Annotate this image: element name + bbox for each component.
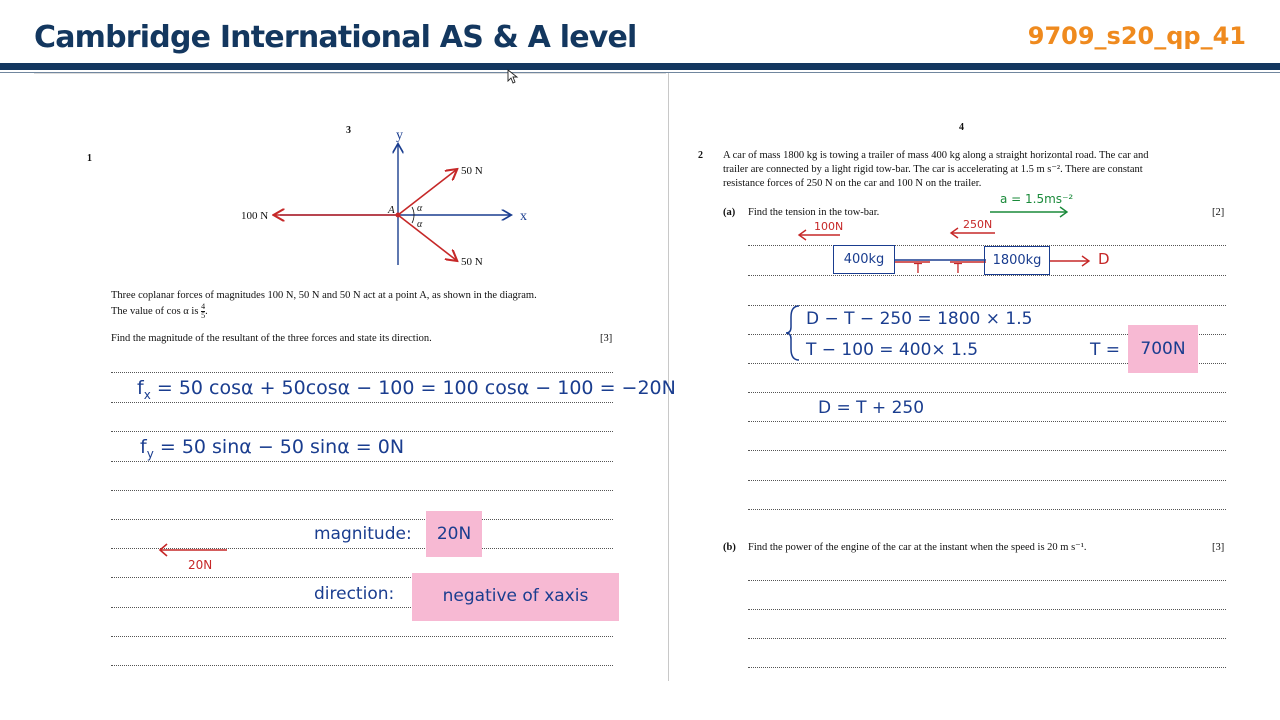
answer-line	[748, 580, 1226, 581]
answer-line	[748, 509, 1226, 510]
hw-driving-force: D	[1098, 250, 1110, 268]
hw-equation-1: D − T − 250 = 1800 × 1.5	[806, 309, 1033, 329]
label-alpha-bottom: α	[417, 219, 423, 230]
answer-line	[111, 402, 613, 403]
question-1-text: Three coplanar forces of magnitudes 100 N, 50 N and 50 N act at a point A, as shown in the diagram. The value of cos α is $\frac{4}{5}$ .	[111, 290, 537, 320]
hw-tension-label: T =	[1090, 340, 1121, 360]
label-alpha-top: α	[417, 203, 423, 214]
part-a-marks: [2]	[1212, 207, 1225, 218]
header-bar	[0, 63, 1280, 70]
label-y-axis: y	[396, 128, 403, 143]
question-1-marks: [3]	[600, 333, 613, 344]
part-b-text: Find the power of the engine of the car at the instant when the speed is 20 m s⁻¹.	[748, 542, 1087, 553]
hw-equation-2: T − 100 = 400× 1.5	[806, 340, 979, 360]
answer-line	[748, 667, 1226, 668]
answer-line	[748, 392, 1226, 393]
hw-direction-value: negative of xaxis	[412, 573, 619, 621]
force-diagram	[230, 125, 550, 275]
hw-equation-3: D = T + 250	[818, 398, 925, 418]
equation-brace	[784, 303, 804, 363]
header-title: Cambridge International AS & A level	[34, 20, 637, 55]
answer-line	[748, 450, 1226, 451]
question-2-number: 2	[698, 150, 703, 161]
label-100n: 100 N	[241, 210, 269, 222]
car-box: 1800kg	[984, 246, 1050, 275]
label-50n-bottom: 50 N	[461, 256, 483, 268]
mouse-cursor	[507, 69, 519, 85]
answer-line	[748, 305, 1226, 306]
part-a-text: Find the tension in the tow-bar.	[748, 207, 880, 218]
hw-fx-line: $f_x = 50$ cosα + 50cosα − 100 = 100 cosα − 100 = −20N	[137, 377, 676, 402]
answer-line	[748, 638, 1226, 639]
answer-line	[111, 461, 613, 462]
resultant-arrow	[155, 540, 235, 560]
hw-force-250n: 250N	[963, 218, 993, 231]
answer-line	[111, 372, 613, 373]
hw-magnitude-label: magnitude:	[314, 524, 412, 544]
answer-line	[111, 636, 613, 637]
hw-tension-left: T	[914, 262, 922, 277]
hw-force-100n: 100N	[814, 220, 844, 233]
trailer-box: 400kg	[833, 245, 895, 274]
answer-line	[111, 490, 613, 491]
hw-arrow-label: 20N	[188, 558, 213, 572]
answer-line	[111, 665, 613, 666]
part-b-label: (b)	[723, 542, 736, 553]
part-a-label: (a)	[723, 207, 736, 218]
label-50n-top: 50 N	[461, 165, 483, 177]
hw-tension-right: T	[954, 262, 962, 277]
hw-magnitude-value: 20N	[426, 511, 482, 557]
answer-line	[748, 609, 1226, 610]
paper-code: 9709_s20_qp_41	[1027, 22, 1246, 50]
hw-direction-label: direction:	[314, 584, 395, 604]
answer-line	[748, 480, 1226, 481]
hw-fy-line: $f_y = 50$ sinα − 50 sinα = 0N	[140, 436, 405, 461]
answer-line	[748, 421, 1226, 422]
question-1-number: 1	[87, 153, 92, 164]
answer-line	[111, 431, 613, 432]
label-x-axis: x	[520, 209, 527, 224]
force-50n-up-arrow	[398, 170, 456, 215]
hw-tension-value: 700N	[1128, 325, 1198, 373]
question-1-task: Find the magnitude of the resultant of the three forces and state its direction.	[111, 333, 432, 344]
hw-acceleration: a = 1.5ms⁻²	[1000, 192, 1074, 206]
point-a-dot	[396, 213, 401, 218]
right-page-number: 4	[959, 122, 964, 133]
label-point-a: A	[388, 204, 395, 216]
left-page-number: 3	[346, 125, 351, 136]
question-2-text: A car of mass 1800 kg is towing a trailer of mass 400 kg along a straight horizontal road. The car and trailer are connected by a light rigid tow-bar. The car is accelerating at 1.5 m s⁻². There are constant resistance forces of 250 N on the car and 100 N on the trailer.	[723, 150, 1149, 189]
force-50n-down-arrow	[398, 215, 456, 260]
part-b-marks: [3]	[1212, 542, 1225, 553]
answer-line	[111, 519, 613, 520]
